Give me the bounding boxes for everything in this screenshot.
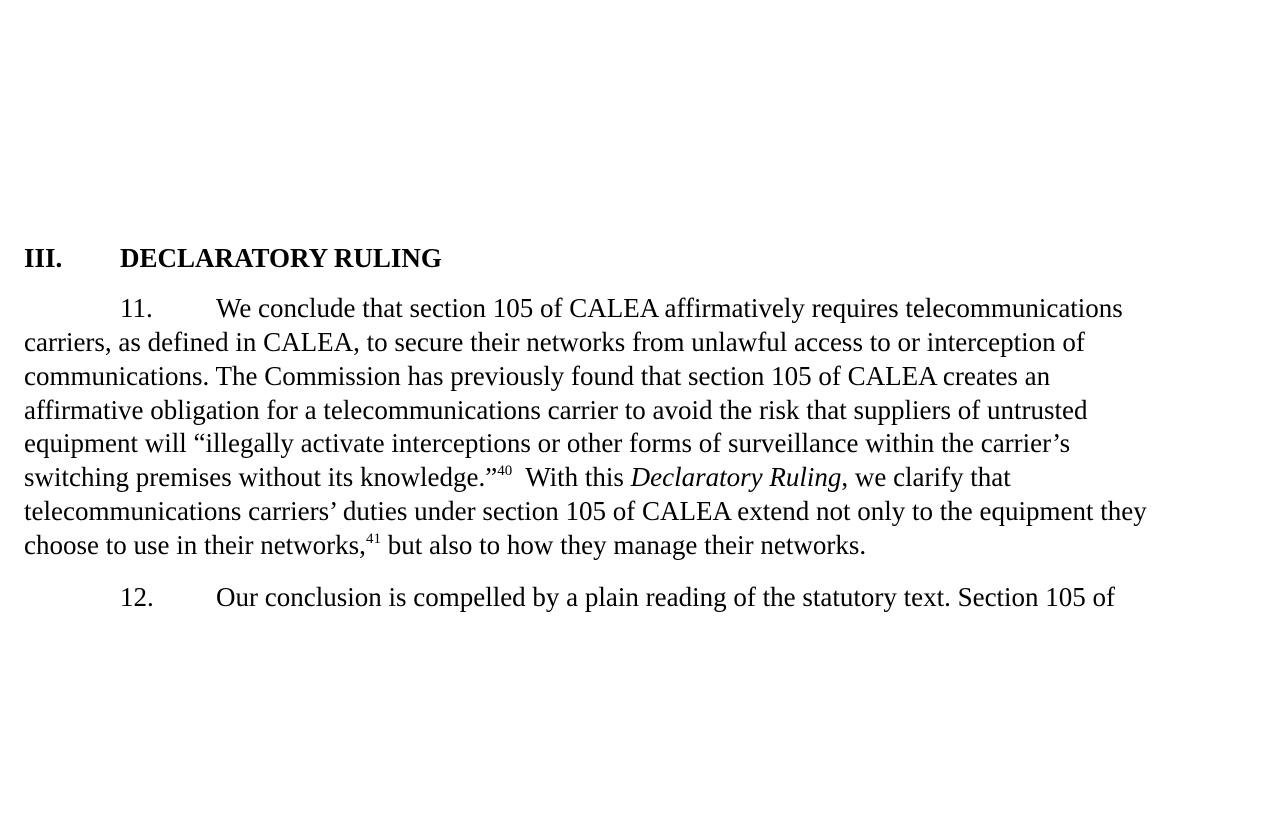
footnote-ref-40[interactable]: 40 <box>497 463 513 479</box>
text: choose to use in their networks, <box>24 530 366 560</box>
text: but also to how they manage their networks. <box>380 530 867 560</box>
paragraph-line: equipment will “illegally activate interceptions or other forms of surveillance within the carrier’s <box>24 428 1071 458</box>
section-heading <box>24 241 442 275</box>
paragraph-line <box>24 460 1011 494</box>
paragraph-number: 12. <box>120 582 154 612</box>
footnote-ref-41[interactable]: 41 <box>365 531 381 547</box>
paragraph-line: telecommunications carriers’ duties under section 105 of CALEA extend not only to the equipment they <box>24 496 1147 526</box>
paragraph-line: communications. The Commission has previously found that section 105 of CALEA creates an <box>24 361 1051 391</box>
text: With this <box>512 462 631 492</box>
text: switching premises without its knowledge.” <box>24 462 498 492</box>
text: , we clarify that <box>841 462 1011 492</box>
paragraph-line: affirmative obligation for a telecommunications carrier to avoid the risk that suppliers of untrusted <box>24 395 1088 425</box>
paragraph-line: carriers, as defined in CALEA, to secure their networks from unlawful access to or interception of <box>24 327 1085 357</box>
italic-title: Declaratory Ruling <box>630 462 842 492</box>
paragraph-number: 11. <box>120 293 153 323</box>
paragraph-12-clipped <box>0 570 1280 612</box>
section-title: DECLARATORY RULING <box>120 243 442 273</box>
section-number: III. <box>24 243 63 273</box>
paragraph-text: Our conclusion is compelled by a plain reading of the statutory text. Section 105 of <box>216 582 1116 612</box>
paragraph-text: We conclude that section 105 of CALEA affirmatively requires telecommunications <box>216 293 1123 323</box>
paragraph-line <box>24 528 866 562</box>
